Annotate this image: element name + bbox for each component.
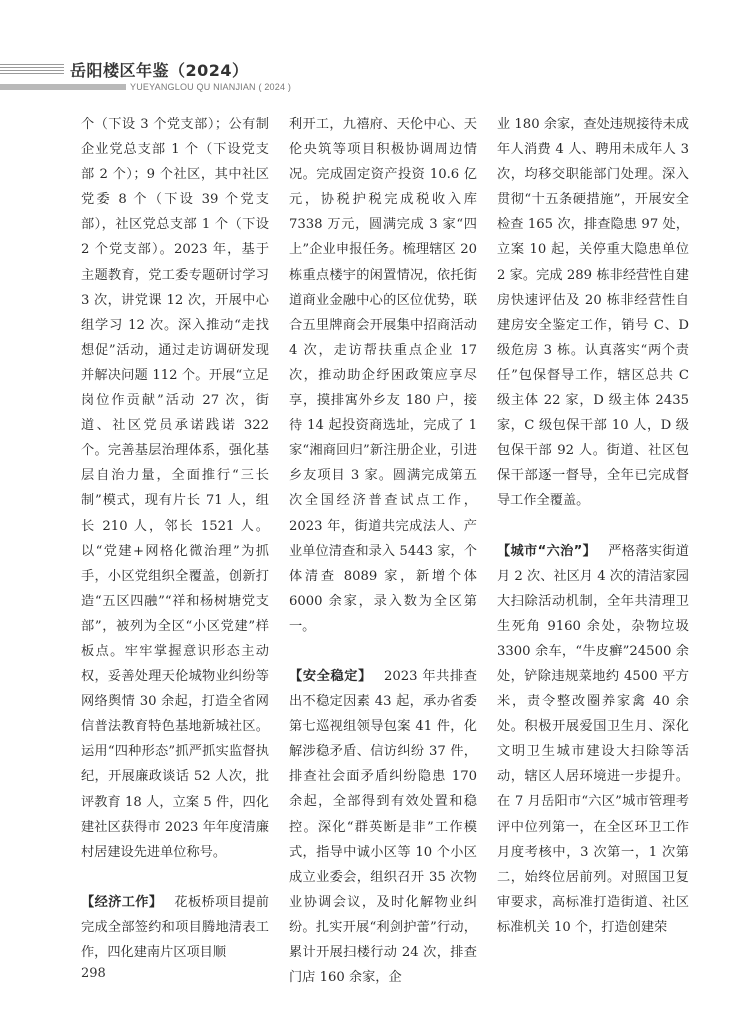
paragraph-text: 严格落实街道月 2 次、社区月 4 次的清洁家园大扫除活动机制，全年共清理卫生死角 9160 余处，杂物垃圾 3300 余车，“牛皮癣”24500 余处，铲除违规菜地约 4500 平方米，责令整改圈养家禽 40 余处。积极开展爱国卫生月、深化文明卫生城市建设大扫除等活动，辖区人居环境进一步提升。在 7 月岳阳市“六区”城市管理考评中位列第一，在全区环卫工作月度考核中，3 次第一，1 次第二，始终位居前列。对照国卫复审要求，高标准打造街道、社区标准机关 10 个，打造创建荣 [497, 543, 689, 935]
page-number: 298 [81, 966, 106, 981]
column-2 [289, 112, 477, 990]
paragraph-text: 2023 年共排查出不稳定因素 43 起，承办省委第七巡视组领导包案 41 件，化解涉稳矛盾、信访纠纷 37 件，排查社会面矛盾纠纷隐患 170 余起，全部得到有效处置和稳控。深化“群英断是非”工作模式，指导中诚小区等 10 个小区成立业委会，组织召开 35 次物业协调会议，及时化解物业纠纷。扎实开展“利剑护蕾”行动，累计开展扫楼行动 24 次，排查门店 160 余家，企 [289, 668, 477, 986]
paragraph [81, 112, 269, 865]
paragraph [497, 112, 689, 514]
header-rule-bar [0, 84, 126, 90]
paragraph-text: 利开工，九禧府、天伦中心、天伦央筑等项目积极协调周边情况。完成固定资产投资 10.6 亿元，协税护税完成税收入库 7338 万元，圆满完成 3 家“四上”企业申报任务。梳理辖区 20 栋重点楼宇的闲置情况，依托街道商业金融中心的区位优势，联合五里牌商会开展集中招商活动 4 次，走访帮扶重点企业 17 次，推动助企纾困政策应享尽享，摸排寓外乡友 180 户，接待 14 起投资商选址，完成了 1 家“湘商回归”新注册企业，引进乡友项目 3 家。圆满完成第五次全国经济普查试点工作，2023 年，街道共完成法人、产业单位清查和录入 5443 家，个体清查 8089 家，新增个体 6000 余家，录入数为全区第一。 [289, 117, 477, 634]
running-header [0, 56, 750, 106]
section-economic-work [81, 890, 269, 965]
section-safety-stability [289, 664, 477, 990]
section-heading: 【安全稳定】 [289, 668, 372, 684]
paragraph-text: 业 180 余家，查处违规接待未成年人消费 4 人、聘用未成年人 3 次，均移交职能部门处理。深入贯彻“十五条硬措施”，开展安全检查 165 次，排查隐患 97 处，立案 10 起，关停重大隐患单位 2 家。完成 289 栋非经营性自建房快速评估及 20 栋非经营性自建房安全鉴定工作，销号 C、D 级危房 3 栋。认真落实“两个责任”包保督导工作，辖区总共 C 级主体 22 家，D 级主体 2435 家，C 级包保干部 10 人，D 级包保干部 92 人。街道、社区包保干部逐一督导，全年已完成督导工作全覆盖。 [497, 117, 689, 509]
section-heading: 【城市“六治”】 [497, 543, 597, 559]
paragraph-text: 花板桥项目提前完成全部签约和项目腾地清表工作，四化建南片区项目顺 [81, 894, 269, 960]
column-1 [81, 112, 269, 965]
yearbook-title: 岳阳楼区年鉴（2024） [70, 61, 249, 80]
yearbook-subtitle: YUEYANGLOU QU NIANJIAN ( 2024 ) [130, 82, 292, 92]
paragraph-text: 个（下设 3 个党支部）；公有制企业党总支部 1 个（下设党支部 2 个）；9 个社区，其中社区党委 8 个（下设 39 个党支部），社区党总支部 1 个（下设 2 个党支部）。2023 年，基于主题教育，党工委专题研讨学习 3 次，讲党课 12 次，开展中心组学习 12 次。深入推动“走找想促”活动，通过走访调研发现并解决问题 112 个。开展“立足岗位作贡献”活动 27 次，街道、社区党员承诺践诺 322 个。完善基层治理体系，强化基层自治力量，全面推行“三长制”模式，现有片长 71 人，组长 210 人，邻长 1521 人。以“党建+网格化微治理”为抓手，小区党组织全覆盖，创新打造“五区四融”“祥和杨树塘党支部”，被列为全区“小区党建”样板点。牢牢掌握意识形态主动权，妥善处理天伦城物业纠纷等网络舆情 30 余起，打造全省网信普法教育特色基地新城社区。运用“四种形态”抓严抓实监督执纪，开展廉政谈话 52 人次，批评教育 18 人，立案 5 件，四化建社区获得市 2023 年年度清廉村居建设先进单位称号。 [81, 117, 269, 860]
header-rule-lines [0, 64, 64, 78]
section-heading: 【经济工作】 [81, 894, 163, 910]
section-city-six-governance [497, 539, 689, 941]
column-3 [497, 112, 689, 940]
paragraph [289, 112, 477, 639]
